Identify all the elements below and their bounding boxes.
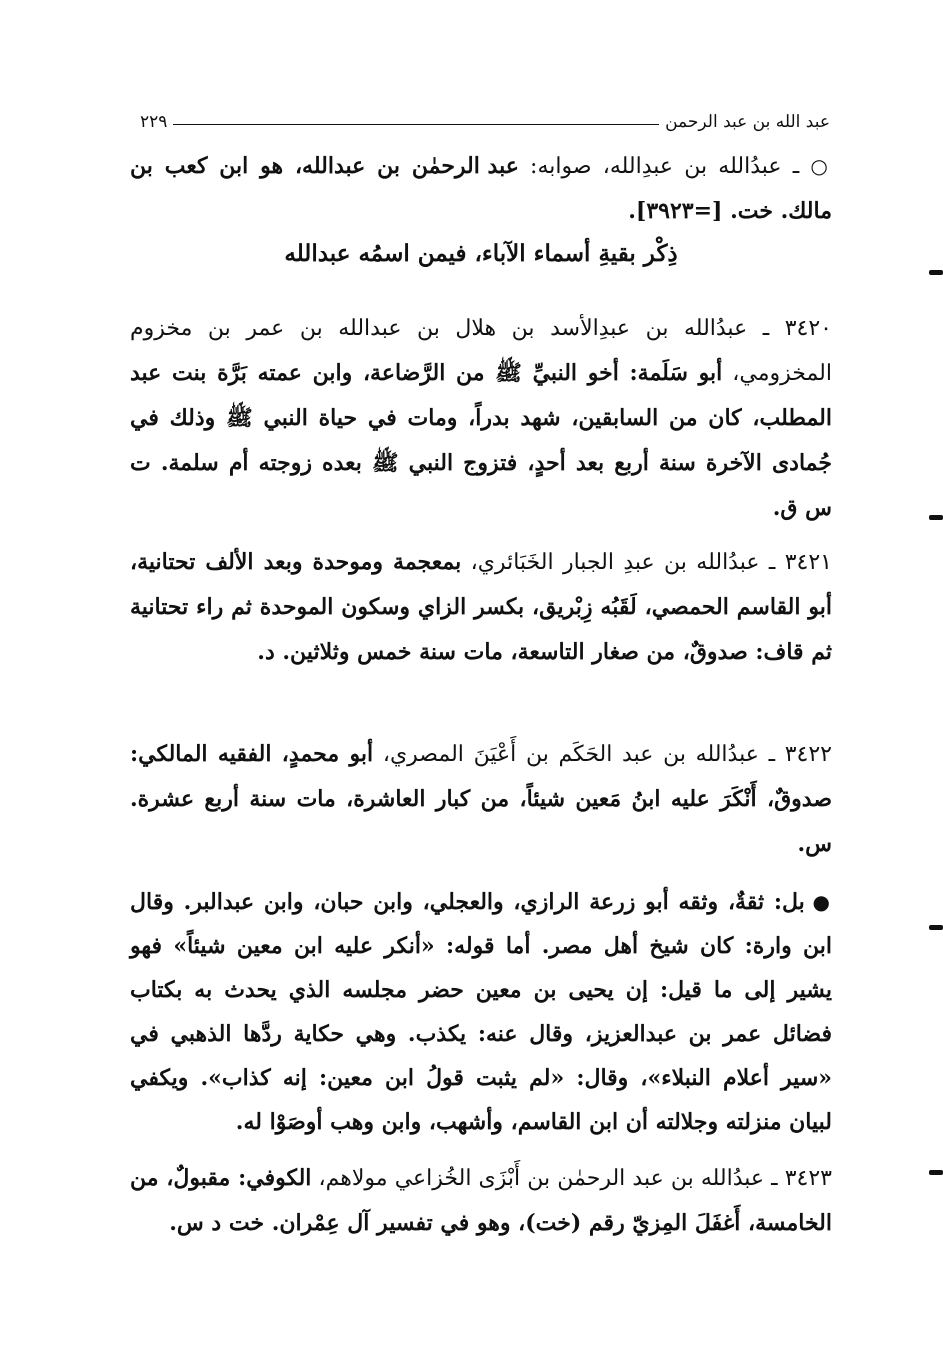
circle-icon: ○ bbox=[810, 154, 833, 178]
commentary bbox=[130, 880, 832, 1144]
page-number: ٢٢٩ bbox=[140, 112, 168, 132]
entry-body: الكوفي: مقبولٌ، من الخامسة، أَغفَلَ المِزيّ رقم (خت)، وهو في تفسير آل عِمْران. خت د س. bbox=[130, 1165, 832, 1236]
section-heading: ذِكْر بقيةِ أسماء الآباء، فيمن اسمُه عبدالله bbox=[284, 240, 678, 267]
margin-mark bbox=[929, 515, 943, 520]
entry-lead: ٣٤٢٢ ـ عبدُالله بن عبد الحَكَم بن أَعْيَنَ المصري، bbox=[373, 742, 832, 767]
entry-lead: ٣٤٢٣ ـ عبدُالله بن عبد الرحمٰن بن أَبْزَى الخُزاعي مولاهم، bbox=[311, 1166, 832, 1191]
entry-body: بمعجمة وموحدة وبعد الألف تحتانية، أبو القاسم الحمصي، لَقَبُه زِبْريق، بكسر الزاي وسكون الموحدة ثم راء تحتانية ثم قاف: صدوقٌ، من صغار التاسعة، مات سنة خمس وثلاثين. د. bbox=[130, 549, 832, 665]
entry-body: أبو سَلَمة: أخو النبيِّ ﷺ من الرَّضاعة، وابن عمته بَرَّة بنت عبد المطلب، كان من السابقين، شهد بدراً، ومات في حياة النبي ﷺ وذلك في جُمادى الآخرة سنة أربع بعد أحدٍ، فتزوج النبي ﷺ بعده زوجته أم سلمة. ت س ق. bbox=[130, 360, 832, 521]
page-header bbox=[140, 98, 830, 132]
entry-body: أبو محمدٍ، الفقيه المالكي: صدوقٌ، أَنْكَرَ عليه ابنُ مَعين شيئاً، من كبار العاشرة، مات سنة أربع عشرة. س. bbox=[130, 741, 832, 857]
margin-mark bbox=[929, 270, 943, 275]
entry-3422 bbox=[130, 732, 832, 867]
commentary-text: بل: ثقةٌ، وثقه أبو زرعة الرازي، والعجلي، وابن حبان، وابن عبدالبر. وقال ابن وارة: كان شيخ أهل مصر. أما قوله: «أنكر عليه ابن معين شيئاً» فهو يشير إلى ما قيل: إن يحيى بن معين حضر مجلسه الذي يحدث به بكتاب فضائل عمر بن عبدالعزيز، وقال عنه: يكذب. وهي حكاية ردَّها الذهبي في «سير أعلام النبلاء»، وقال: «لم يثبت قولُ ابن معين: إنه كذاب». ويكفي لبيان منزلته وجلالته أن ابن القاسم، وأشهب، وابن وهب أوصَوْا له. bbox=[130, 889, 832, 1135]
header-rule bbox=[173, 124, 659, 125]
margin-mark bbox=[929, 925, 943, 930]
entry-note-correction: عبد الرحمٰن بن عبدالله، هو ابن كعب بن مالك. خت. [=٣٩٢٣]. bbox=[130, 153, 832, 224]
entry-lead: ٣٤٢١ ـ عبدُالله بن عبدِ الجبار الخَبَائري، bbox=[461, 550, 832, 575]
margin-mark bbox=[929, 1170, 943, 1175]
entry-note-text: ـ عبدُالله بن عبدِالله، صوابه: bbox=[518, 154, 811, 179]
entry-3421 bbox=[130, 540, 832, 675]
entry-3420 bbox=[130, 306, 832, 531]
running-title: عبد الله بن عبد الرحمن bbox=[665, 112, 830, 132]
bullet-icon: ● bbox=[812, 890, 833, 914]
entry-3423 bbox=[130, 1156, 832, 1246]
entry-note bbox=[130, 144, 832, 234]
entry-lead: ٣٤٢٠ ـ عبدُالله بن عبدِالأسد بن هلال بن عبدالله بن عمر بن مخزوم المخزومي، bbox=[130, 316, 832, 386]
